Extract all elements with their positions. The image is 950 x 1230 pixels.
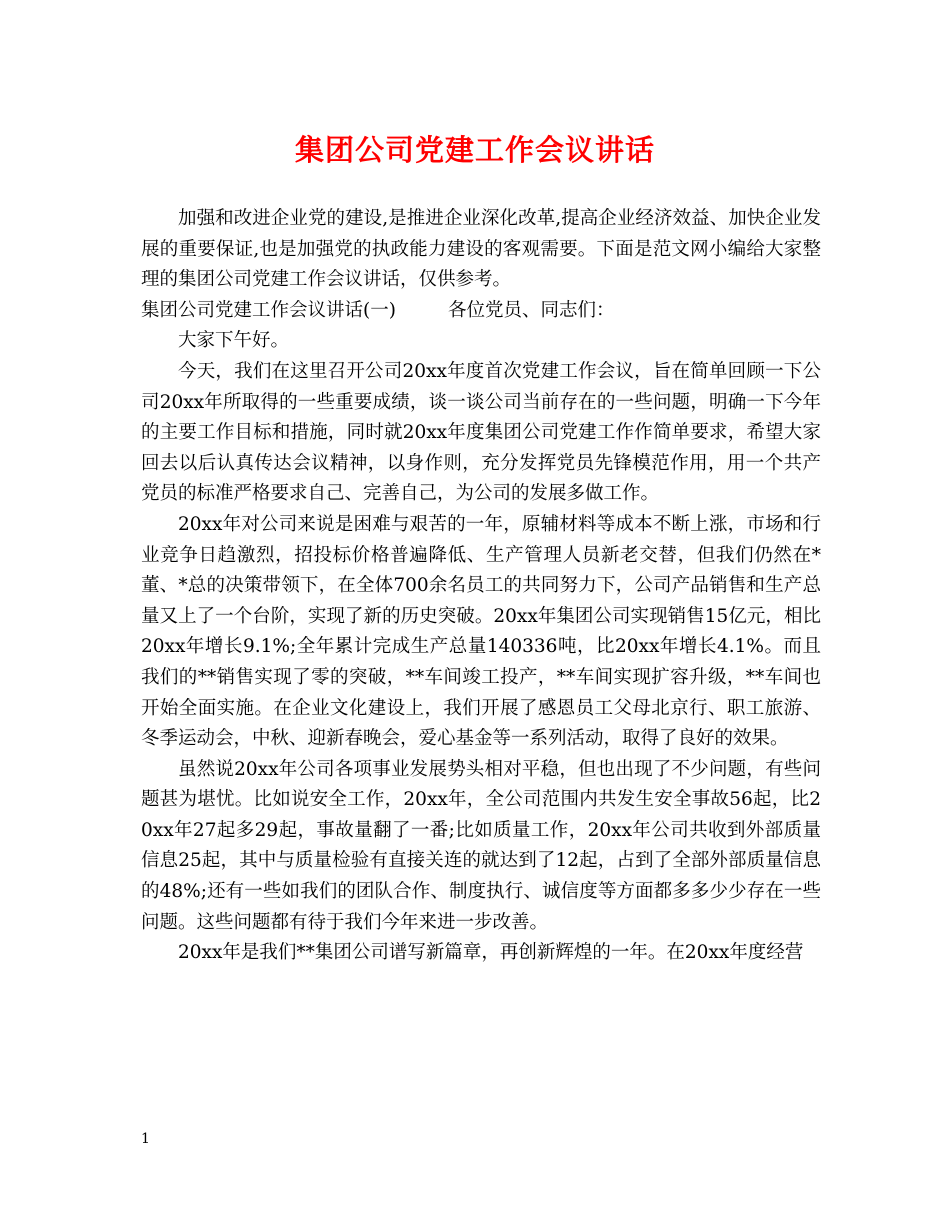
- section-heading: 集团公司党建工作会议讲话(一): [141, 299, 396, 321]
- body-paragraph-2: 20xx年对公司来说是困难与艰苦的一年，原辅材料等成本不断上涨，市场和行业竞争日趋激烈，招投标价格普遍降低、生产管理人员新老交替，但我们仍然在*董、*总的决策带领下，在全体700余名员工的共同努力下，公司产品销售和生产总量又上了一个台阶，实现了新的历史突破。20xx年集团公司实现销售15亿元，相比20xx年增长9.1%;全年累计完成生产总量140336吨，比20xx年增长4.1%。而且我们的**销售实现了零的突破，**车间竣工投产，**车间实现扩容升级，**车间也开始全面实施。在企业文化建设上，我们开展了感恩员工父母北京行、职工旅游、冬季运动会，中秋、迎新春晚会，爱心基金等一系列活动，取得了良好的效果。: [141, 513, 821, 750]
- section-heading-line: [141, 296, 821, 327]
- salutation: 各位党员、同志们：: [447, 299, 615, 321]
- page-number: 1: [141, 1131, 150, 1147]
- body-paragraph-1: 今天，我们在这里召开公司20xx年度首次党建工作会议，旨在简单回顾一下公司20xx年所取得的一些重要成绩，谈一谈公司当前存在的一些问题，明确一下今年的主要工作目标和措施，同时就20xx年度集团公司党建工作作简单要求，希望大家回去以后认真传达会议精神，以身作则，充分发挥党员先锋模范作用，用一个共产党员的标准严格要求自己、完善自己，为公司的发展多做工作。: [141, 360, 821, 505]
- greeting: 大家下午好。: [178, 330, 290, 352]
- intro-paragraph: 加强和改进企业党的建设,是推进企业深化改革,提高企业经济效益、加快企业发展的重要保证,也是加强党的执政能力建设的客观需要。下面是范文网小编给大家整理的集团公司党建工作会议讲话，仅供参考。: [141, 208, 821, 291]
- body-paragraph-4: 20xx年是我们**集团公司谱写新篇章，再创新辉煌的一年。在20xx年度经营: [178, 942, 804, 964]
- document-title: 集团公司党建工作会议讲话: [294, 133, 655, 167]
- document-body: [141, 204, 821, 969]
- body-paragraph-3: 虽然说20xx年公司各项事业发展势头相对平稳，但也出现了不少问题，有些问题甚为堪忧。比如说安全工作，20xx年，全公司范围内共发生安全事故56起，比20xx年27起多29起，事故量翻了一番;比如质量工作，20xx年公司共收到外部质量信息25起，其中与质量检验有直接关连的就达到了12起，占到了全部外部质量信息的48%;还有一些如我们的团队合作、制度执行、诚信度等方面都多多少少存在一些问题。这些问题都有待于我们今年来进一步改善。: [141, 758, 821, 933]
